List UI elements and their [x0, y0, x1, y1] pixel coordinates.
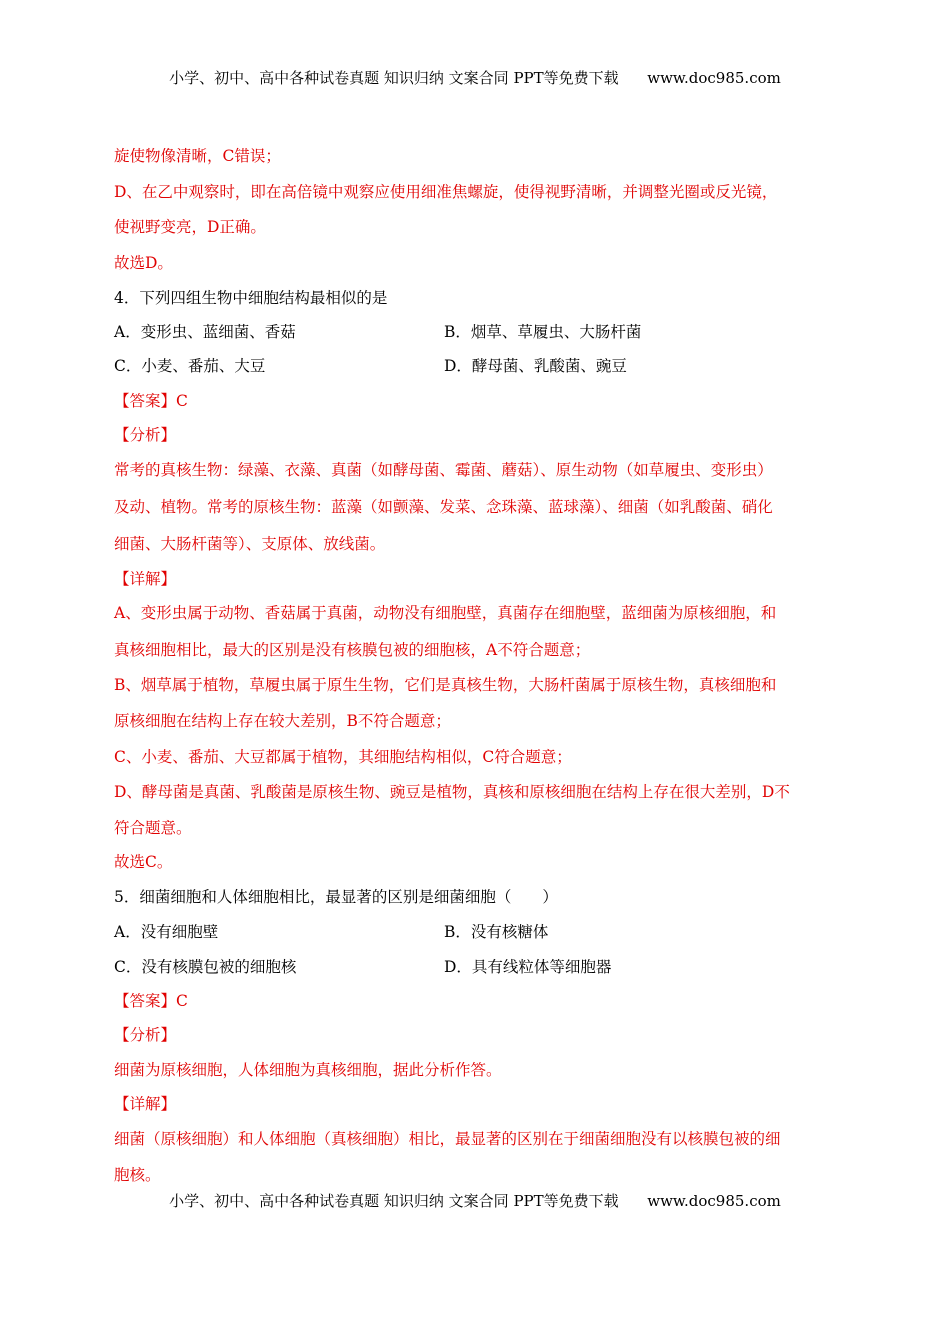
q4-detail-line-4: 原核细胞在结构上存在较大差别，B不符合题意； [114, 712, 451, 730]
prev-explanation-line-3: 使视野变亮，D正确。 [114, 218, 266, 236]
q4-detail-line-5: C、小麦、番茄、大豆都属于植物，其细胞结构相似，C符合题意； [114, 748, 572, 766]
q5-detail-line-2: 胞核。 [114, 1166, 161, 1184]
q5-analysis: 细菌为原核细胞，人体细胞为真核细胞，据此分析作答。 [114, 1061, 502, 1079]
q5-detail-label: 【详解】 [114, 1095, 177, 1113]
prev-explanation-line-2: D、在乙中观察时，即在高倍镜中观察应使用细准焦螺旋，使得视野清晰，并调整光圈或反光镜， [114, 183, 778, 201]
q4-option-a: A．变形虫、蓝细菌、香菇 [114, 323, 296, 341]
footer-text: 小学、初中、高中各种试卷真题 知识归纳 文案合同 PPT等免费下载 [169, 1192, 619, 1210]
q4-detail-line-3: B、烟草属于植物，草履虫属于原生生物，它们是真核生物，大肠杆菌属于原核生物，真核细胞和 [114, 676, 777, 694]
q5-analysis-label: 【分析】 [114, 1026, 177, 1044]
prev-explanation-line-1: 旋使物像清晰，C错误； [114, 147, 281, 165]
q4-option-d: D．酵母菌、乳酸菌、豌豆 [444, 357, 627, 375]
q4-detail-line-2: 真核细胞相比，最大的区别是没有核膜包被的细胞核，A不符合题意； [114, 641, 591, 659]
q4-stem: 4．下列四组生物中细胞结构最相似的是 [114, 289, 388, 307]
q4-detail-line-7: 符合题意。 [114, 819, 192, 837]
q4-answer: 【答案】C [114, 392, 188, 410]
q5-option-d: D．具有线粒体等细胞器 [444, 958, 612, 976]
header-site: www.doc985.com [647, 69, 781, 87]
q5-option-c: C．没有核膜包被的细胞核 [114, 958, 297, 976]
q4-detail-line-1: A、变形虫属于动物、香菇属于真菌，动物没有细胞壁，真菌存在细胞壁，蓝细菌为原核细胞，和 [114, 604, 777, 622]
q5-detail-line-1: 细菌（原核细胞）和人体细胞（真核细胞）相比，最显著的区别在于细菌细胞没有以核膜包被的细 [114, 1130, 781, 1148]
prev-conclusion: 故选D。 [114, 254, 173, 272]
q4-analysis-line-3: 细菌、大肠杆菌等）、支原体、放线菌。 [114, 535, 386, 553]
page-header [0, 68, 950, 88]
footer-site: www.doc985.com [647, 1192, 781, 1210]
q4-detail-label: 【详解】 [114, 570, 177, 588]
q4-conclusion: 故选C。 [114, 853, 173, 871]
q5-stem: 5．细菌细胞和人体细胞相比，最显著的区别是细菌细胞（ ） [114, 888, 558, 906]
q4-analysis-line-2: 及动、植物。常考的原核生物：蓝藻（如颤藻、发菜、念珠藻、蓝球藻）、细菌（如乳酸菌、硝化 [114, 498, 773, 516]
header-text: 小学、初中、高中各种试卷真题 知识归纳 文案合同 PPT等免费下载 [169, 69, 619, 87]
q5-option-a: A．没有细胞壁 [114, 923, 219, 941]
q4-option-b: B．烟草、草履虫、大肠杆菌 [444, 323, 642, 341]
q4-detail-line-6: D、酵母菌是真菌、乳酸菌是原核生物、豌豆是植物，真核和原核细胞在结构上存在很大差别，D不 [114, 783, 790, 801]
page-footer [0, 1191, 950, 1211]
q5-option-b: B．没有核糖体 [444, 923, 549, 941]
q4-analysis-label: 【分析】 [114, 426, 177, 444]
q4-analysis-line-1: 常考的真核生物：绿藻、衣藻、真菌（如酵母菌、霉菌、蘑菇）、原生动物（如草履虫、变形虫） [114, 461, 773, 479]
q4-option-c: C．小麦、番茄、大豆 [114, 357, 266, 375]
q5-answer: 【答案】C [114, 992, 188, 1010]
